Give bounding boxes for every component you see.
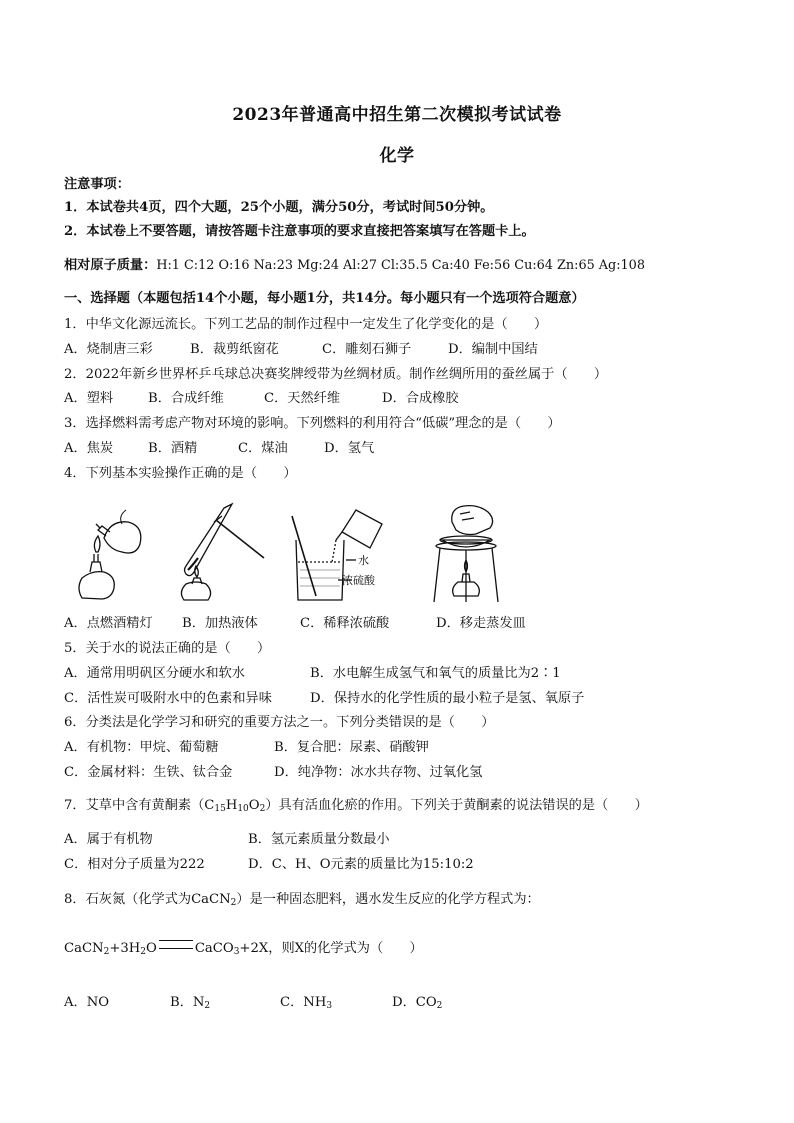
q8-eq-left-1: CaCN	[64, 941, 104, 956]
figure-c-label-acid: 浓硫酸	[342, 574, 375, 587]
q8-stem-pre: 8．石灰氮（化学式为CaCN	[64, 892, 231, 907]
q3-option-a: A．焦炭	[64, 441, 114, 456]
q4-options	[64, 615, 526, 633]
q8-equation	[64, 940, 423, 958]
q8-option-d	[392, 994, 442, 1012]
q2-option-b: B．合成纤维	[148, 391, 224, 406]
q7-sub-1: 15	[214, 804, 226, 814]
q5-stem: 5．关于水的说法正确的是（ ）	[64, 641, 271, 656]
q8-eq-right-1: CaCO	[194, 941, 234, 956]
exam-title: 2023年普通高中招生第二次模拟考试试卷	[232, 105, 562, 125]
q6-stem: 6．分类法是化学学习和研究的重要方法之一。下列分类错误的是（ ）	[64, 715, 495, 730]
q7-options-cd	[64, 856, 474, 874]
q4-stem: 4．下列基本实验操作正确的是（ ）	[64, 466, 297, 481]
q7-mid-2: O	[248, 798, 260, 813]
equals-sign-icon	[159, 940, 193, 949]
atomic-mass-values: H:1 C:12 O:16 Na:23 Mg:24 Al:27 Cl:35.5 Ca:40 Fe:56 Cu:64 Zn:65 Ag:108	[156, 258, 645, 273]
q2-option-c: C．天然纤维	[264, 391, 341, 406]
q7-option-a: A．属于有机物	[64, 832, 153, 847]
q1-stem: 1．中华文化源远流长。下列工艺品的制作过程中一定发生了化学变化的是（ ）	[64, 317, 548, 332]
q6-option-c: C．金属材料：生铁、钛合金	[64, 765, 233, 780]
q8-stem	[64, 891, 540, 909]
figure-d-evaporating-dish	[430, 500, 502, 605]
q6-options-ab	[64, 739, 429, 757]
q5-option-b: B．水电解生成氢气和氧气的质量比为2∶1	[310, 666, 561, 681]
q3-options	[64, 440, 374, 458]
figure-b-heating-liquid	[174, 500, 270, 605]
q7-stem-pre: 7．艾草中含有黄酮素（C	[64, 798, 215, 813]
q8-stem-post: ）是一种固态肥料，遇水发生反应的化学方程式为：	[236, 892, 540, 907]
q7-options-ab	[64, 831, 390, 849]
q3-option-b: B．酒精	[148, 441, 198, 456]
figure-a-lighting-lamp	[72, 500, 152, 605]
q7-mid-1: H	[225, 798, 238, 813]
q8-option-c-text: C．NH	[280, 995, 327, 1010]
q8-option-b-sub: 2	[204, 1001, 211, 1011]
q8-sub-1: 2	[230, 898, 237, 908]
atomic-mass-label: 相对原子质量：	[64, 258, 157, 273]
q8-eq-left-2: +3H	[109, 941, 141, 956]
q8-eq-sub-1: 2	[103, 947, 110, 957]
q8-option-d-text: D．CO	[392, 995, 437, 1010]
notice-heading: 注意事项：	[64, 177, 130, 192]
q7-option-d: D．C、H、O元素的质量比为15:10:2	[248, 857, 474, 872]
q8-option-a: A．NO	[64, 995, 110, 1010]
q4-option-a: A．点燃酒精灯	[64, 616, 153, 631]
q8-eq-left-3: O	[146, 941, 157, 956]
q8-options	[64, 994, 442, 1012]
q4-option-b: B．加热液体	[182, 616, 258, 631]
q1-option-d: D．编制中国结	[448, 342, 538, 357]
q5-option-c: C．活性炭可吸附水中的色素和异味	[64, 691, 272, 706]
q2-stem: 2．2022年新乡世界杯乒乓球总决赛奖牌绶带为丝绸材质。制作丝绸所用的蚕丝属于（ ）	[64, 367, 608, 382]
q8-option-d-sub: 2	[436, 1001, 443, 1011]
q5-options-cd	[64, 690, 584, 708]
q6-option-b: B．复合肥：尿素、硝酸钾	[274, 740, 429, 755]
q7-stem-post: ）具有活血化瘀的作用。下列关于黄酮素的说法错误的是（ ）	[265, 798, 648, 813]
q3-option-d: D．氢气	[324, 441, 375, 456]
section1-heading: 一、选择题（本题包括14个小题，每小题1分，共14分。每小题只有一个选项符合题意）	[64, 291, 585, 306]
subject-title: 化学	[379, 146, 415, 166]
q8-eq-right-2: +2X，则X的化学式为（ ）	[239, 941, 423, 956]
q7-option-c: C．相对分子质量为222	[64, 857, 205, 872]
q8-option-c-sub: 3	[326, 1001, 333, 1011]
notice-item-1: 1．本试卷共4页，四个大题，25个小题，满分50分，考试时间50分钟。	[64, 200, 494, 215]
q3-stem: 3．选择燃料需考虑产物对环境的影响。下列燃料的利用符合“低碳”理念的是（ ）	[64, 416, 561, 431]
figure-c-label-water: 水	[358, 554, 369, 567]
q1-option-a: A．烧制唐三彩	[64, 342, 153, 357]
q8-option-b	[170, 994, 280, 1012]
q5-option-a: A．通常用明矾区分硬水和软水	[64, 666, 245, 681]
q6-option-a: A．有机物：甲烷、葡萄糖	[64, 740, 219, 755]
q2-option-d: D．合成橡胶	[382, 391, 459, 406]
q8-option-b-text: B．N	[170, 995, 205, 1010]
q2-option-a: A．塑料	[64, 391, 114, 406]
q8-option-c	[280, 994, 392, 1012]
notice-item-2: 2．本试卷上不要答题，请按答题卡注意事项的要求直接把答案填写在答题卡上。	[64, 224, 535, 239]
figure-c-diluting-acid	[286, 500, 386, 605]
q7-stem	[64, 797, 648, 815]
q7-sub-3: 2	[259, 804, 266, 814]
q2-options	[64, 390, 459, 408]
q1-options	[64, 341, 538, 359]
q6-options-cd	[64, 764, 482, 782]
q1-option-b: B．裁剪纸窗花	[190, 342, 279, 357]
q7-sub-2: 10	[237, 804, 249, 814]
q3-option-c: C．煤油	[238, 441, 288, 456]
q4-option-c: C．稀释浓硫酸	[300, 616, 390, 631]
q5-options-ab	[64, 665, 561, 683]
q5-option-d: D．保持水的化学性质的最小粒子是氢、氧原子	[310, 691, 585, 706]
q4-option-d: D．移走蒸发皿	[436, 616, 526, 631]
atomic-mass-line	[64, 257, 645, 275]
q7-option-b: B．氢元素质量分数最小	[248, 832, 390, 847]
q8-eq-sub-3: 3	[233, 947, 240, 957]
q1-option-c: C．雕刻石狮子	[322, 342, 412, 357]
q8-eq-sub-2: 2	[140, 947, 147, 957]
q6-option-d: D．纯净物：冰水共存物、过氧化氢	[274, 765, 483, 780]
